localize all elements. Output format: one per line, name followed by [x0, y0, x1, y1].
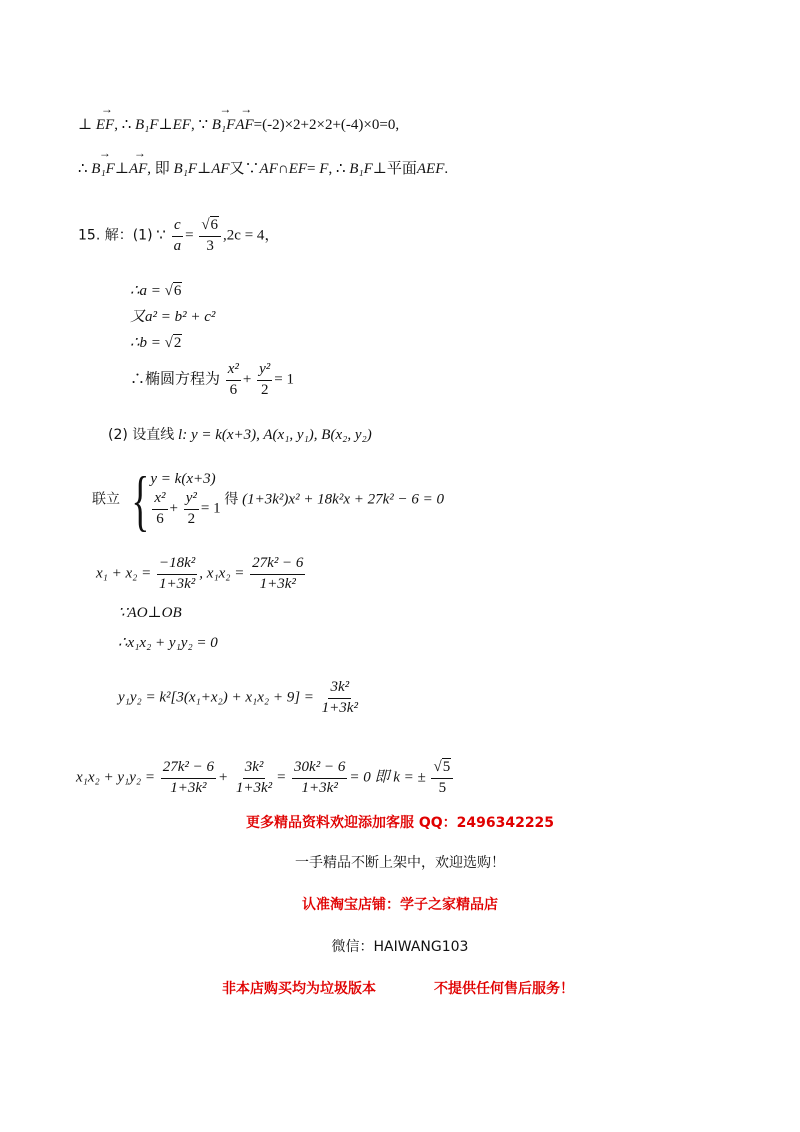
- proof-line-2: ∴ → B₁F⊥→ AF, 即 B₁F⊥AF又∵AF∩EF= F, ∴ B₁F⊥平面AEF.: [78, 162, 448, 177]
- vector-b1f: → B₁F: [212, 118, 236, 133]
- solution-15-given: 15. 解：(1) ∵ $\frac{c}{a}$ = $\frac{√6}{3}$ ,2c = 4，: [78, 217, 280, 254]
- solution-b-value: ∴b = √2: [130, 335, 182, 351]
- footer-wechat: 微信：HAIWANG103: [331, 939, 469, 955]
- solution-ellipse-equation: ∴椭圆方程为 $\frac{\text{x²}}{6}$ + $\frac{\text{y²}}{2}$ = 1: [130, 361, 295, 398]
- footer-new-arrivals: 一手精品不断上架中，欢迎选购！: [295, 855, 505, 871]
- solution-final: x₁x₂ + y₁y₂ = $\frac{\text{27k² − 6}}{\text{1+3k²}}$ + $\frac{\text{3k²}}{\text{1+3k²}}$ = $\frac{\text{30k² − 6}}{\text{1+3k²}}$ = 0 即 k = ± $\frac{√5}{5}$: [76, 760, 455, 797]
- footer-warning-left: 非本店购买均为垃圾版本: [222, 981, 376, 997]
- footer-shop-name: 认准淘宝店铺：学子之家精品店: [302, 897, 498, 913]
- solution-dot-zero: ∴x₁x₂ + y₁y₂ = 0: [118, 635, 218, 651]
- solution-system: 联立 { y = k(x+3) $\frac{\text{x²}}{6}$ + $\frac{\text{y²}}{2}$ = 1 得 (1+3k²)x² + 18k²x + 27k² − 6 = 0: [92, 462, 445, 538]
- fraction-sqrt6-over-3: $\frac{√6}{3}$: [199, 218, 221, 255]
- vector-ef: → EF: [96, 118, 114, 133]
- solution-part2-line: (2) 设直线 l: y = k(x+3), A(x₁, y₁), B(x₂, y₂): [108, 427, 372, 443]
- left-brace: {: [131, 462, 150, 538]
- solution-perpendicular: ∵AO⊥OB: [118, 605, 182, 621]
- proof-line-1: ⊥ → EF, ∴ B₁F⊥EF, ∵ → B₁F→ AF=(-2)×2+2×2+(-4)×0=0,: [78, 118, 399, 133]
- fraction-c-over-a: $\frac{c}{a}$: [173, 217, 182, 254]
- solution-y1y2: y₁y₂ = k²[3(x₁+x₂) + x₁x₂ + 9] = $\frac{\text{3k²}}{\text{1+3k²}}$: [118, 679, 358, 716]
- footer-contact-qq: 更多精品资料欢迎添加客服 QQ：2496342225: [245, 815, 555, 831]
- solution-relation: 又a² = b² + c²: [130, 309, 216, 325]
- footer-warning-right: 不提供任何售后服务！: [434, 981, 574, 997]
- vector-af: → AF: [235, 118, 253, 133]
- solution-vieta: x₁ + x₂ = $\frac{\text{−18k²}}{\text{1+3k²}}$ , x₁x₂ = $\frac{\text{27k² − 6}}{\text{1+3k²}}$: [96, 555, 304, 592]
- solution-a-value: ∴a = √6: [130, 283, 182, 299]
